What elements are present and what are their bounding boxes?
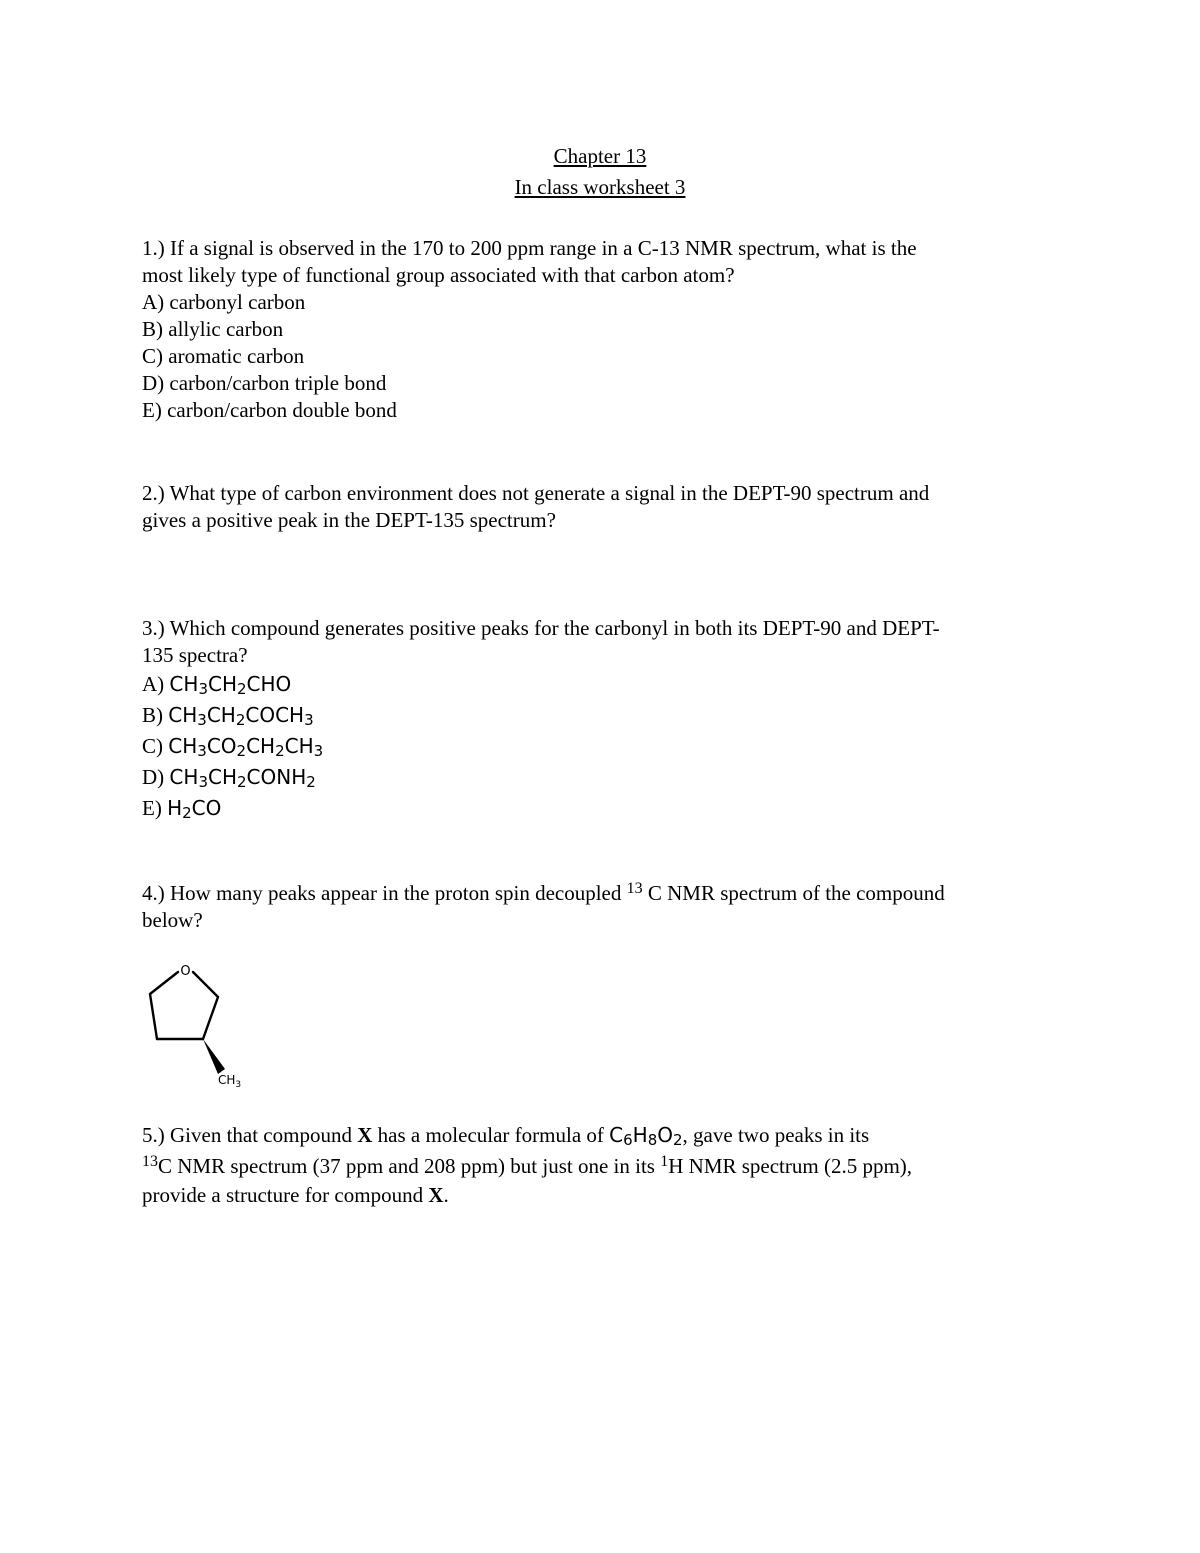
methyl-label: $CH_3$: [218, 1073, 242, 1090]
question-1-option-e: E) carbon/carbon double bond: [142, 398, 397, 422]
molecular-formula: $C_6H_8O_2$: [609, 1123, 683, 1149]
question-2-text-line-2: gives a positive peak in the DEPT-135 spectrum?: [142, 508, 556, 532]
chemical-formula: $CH_3CO_2CH_2CH_3$: [168, 734, 324, 760]
question-4-text-line-1: 4.) How many peaks appear in the proton spin decoupled $^{13}$ C NMR spectrum of the compound: [142, 880, 945, 905]
question-3-option-c: [142, 731, 1062, 762]
question-2-text-line-1: 2.) What type of carbon environment does not generate a signal in the DEPT-90 spectrum and: [142, 481, 930, 505]
question-1: [142, 235, 1062, 424]
question-1-option-c: C) aromatic carbon: [142, 344, 305, 368]
question-3-option-a: [142, 669, 1062, 700]
ring-bond: [150, 994, 157, 1039]
question-5: [142, 1120, 1062, 1209]
ring-bond: [203, 997, 218, 1039]
question-3-text-line-2: 135 spectra?: [142, 643, 248, 667]
option-label: D): [142, 765, 170, 789]
question-5-text-line-2: $^{13}$C NMR spectrum (37 ppm and 208 ppm) but just one in its $^1$H NMR spectrum (2.5 ppm),: [142, 1153, 913, 1178]
option-label: A): [142, 672, 170, 696]
chemical-formula: $H_2CO$: [167, 796, 222, 822]
question-3-option-d: [142, 762, 1062, 793]
wedge-bond: [203, 1039, 225, 1074]
worksheet-subtitle: In class worksheet 3: [514, 175, 686, 199]
chemical-formula: $CH_3CH_2CONH_2$: [169, 765, 316, 791]
question-1-option-b: B) allylic carbon: [142, 317, 284, 341]
ring-bond: [193, 972, 218, 997]
methyltetrahydrofuran-structure: [138, 958, 258, 1092]
question-1-text-line-2: most likely type of functional group associated with that carbon atom?: [142, 263, 735, 287]
option-label: B): [142, 703, 169, 727]
option-label: C): [142, 734, 169, 758]
ring-bond: [150, 972, 178, 994]
option-label: E): [142, 796, 168, 820]
question-1-option-a: A) carbonyl carbon: [142, 290, 306, 314]
question-4-text-line-2: below?: [142, 908, 203, 932]
worksheet-title: Chapter 13: [553, 144, 647, 168]
question-3-text-line-1: 3.) Which compound generates positive peaks for the carbonyl in both its DEPT-90 and DEPT-: [142, 616, 940, 640]
question-3-option-e: [142, 793, 1062, 824]
question-4: [142, 880, 1062, 934]
chemical-formula: $CH_3CH_2CHO$: [169, 672, 292, 698]
question-5-text-line-1: 5.) Given that compound X has a molecular formula of $C_6H_8O_2$, gave two peaks in its: [142, 1123, 870, 1149]
question-5-text-line-3: provide a structure for compound X.: [142, 1183, 449, 1207]
question-3-option-b: [142, 700, 1062, 731]
question-1-option-d: D) carbon/carbon triple bond: [142, 371, 387, 395]
oxygen-atom-label: O: [180, 964, 191, 979]
question-2: [142, 480, 1062, 534]
chemical-formula: $CH_3CH_2COCH_3$: [168, 703, 314, 729]
question-3: [142, 615, 1062, 824]
question-1-text-line-1: 1.) If a signal is observed in the 170 to 200 ppm range in a C-13 NMR spectrum, what is the: [142, 236, 917, 260]
